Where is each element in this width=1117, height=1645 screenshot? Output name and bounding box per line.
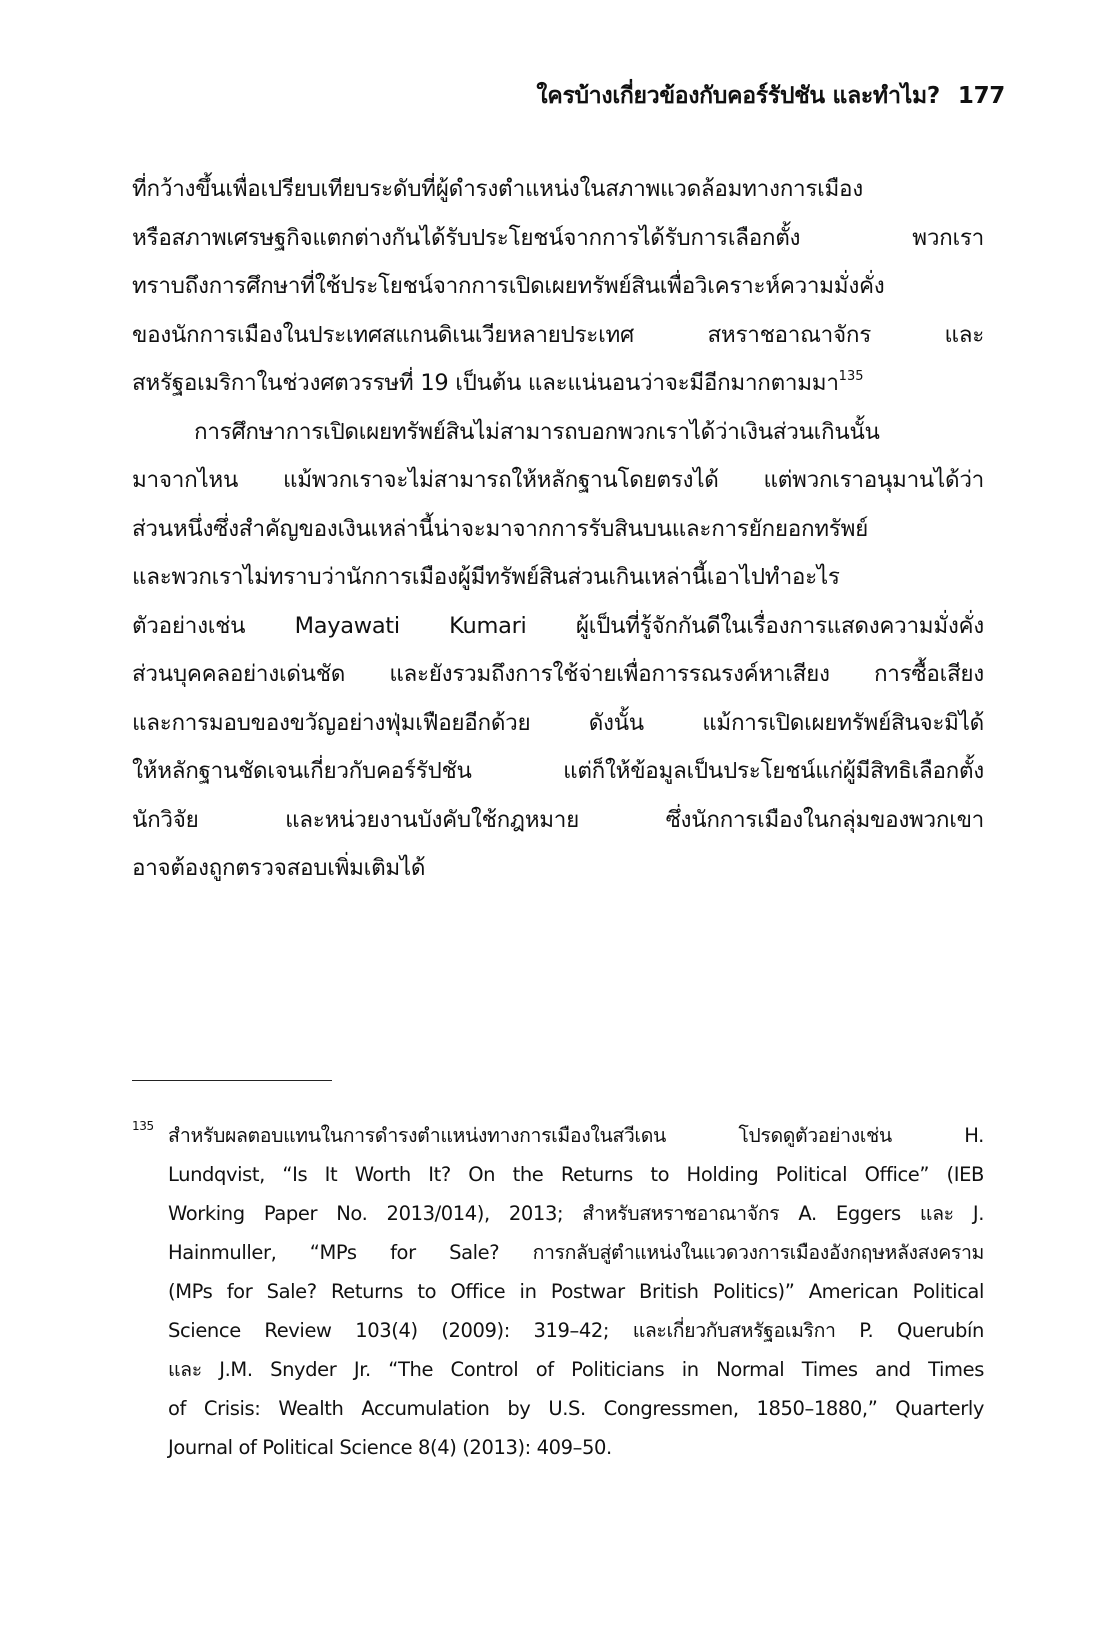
text-line: หรือสภาพเศรษฐกิจแตกต่างกันได้รับประโยชน์จากการได้รับการเลือกตั้ง พวกเรา	[132, 224, 984, 251]
running-header	[536, 78, 1005, 114]
footnote-reference[interactable]: 135	[838, 369, 864, 384]
text-line-with-ref	[132, 359, 984, 408]
footnote-135	[132, 1116, 984, 1467]
page-number: 177	[957, 83, 1005, 109]
text-line: และพวกเราไม่ทราบว่านักการเมืองผู้มีทรัพย์สินส่วนเกินเหล่านี้เอาไปทำอะไร	[132, 564, 840, 590]
paragraph-2	[132, 408, 984, 893]
footnote-line: Lundqvist, “Is It Worth It? On the Returns to Holding Political Office” (IEB	[168, 1163, 984, 1186]
footnote-line: Hainmuller, “MPs for Sale? การกลับสู่ตำแหน่งในแวดวงการเมืองอังกฤษหลังสงคราม	[168, 1241, 984, 1264]
footnote-line: และ J.M. Snyder Jr. “The Control of Politicians in Normal Times and Times	[168, 1358, 984, 1381]
text-line: ที่กว้างขึ้นเพื่อเปรียบเทียบระดับที่ผู้ดำรงตำแหน่งในสภาพแวดล้อมทางการเมือง	[132, 176, 863, 202]
footnote-line: of Crisis: Wealth Accumulation by U.S. Congressmen, 1850–1880,” Quarterly	[168, 1397, 984, 1420]
text-line: ของนักการเมืองในประเทศสแกนดิเนเวียหลายประเทศ สหราชอาณาจักร และ	[132, 321, 984, 348]
text-line: ส่วนบุคคลอย่างเด่นชัด และยังรวมถึงการใช้จ่ายเพื่อการรณรงค์หาเสียง การซื้อเสียง	[132, 661, 984, 687]
text-line: การศึกษาการเปิดเผยทรัพย์สินไม่สามารถบอกพวกเราได้ว่าเงินส่วนเกินนั้น	[194, 418, 880, 445]
text-line: ทราบถึงการศึกษาที่ใช้ประโยชน์จากการเปิดเผยทรัพย์สินเพื่อวิเคราะห์ความมั่งคั่ง	[132, 273, 885, 299]
text-line: อาจต้องถูกตรวจสอบเพิ่มเติมได้	[132, 855, 426, 881]
footnote-line: Science Review 103(4) (2009): 319–42; และเกี่ยวกับสหรัฐอเมริกา P. Querubín	[168, 1319, 984, 1342]
text-line: นักวิจัย และหน่วยงานบังคับใช้กฎหมาย ซึ่งนักการเมืองในกลุ่มของพวกเขา	[132, 806, 984, 833]
text-line: ตัวอย่างเช่น Mayawati Kumari ผู้เป็นที่รู้จักกันดีในเรื่องการแสดงความมั่งคั่ง	[132, 612, 984, 639]
text-line: ให้หลักฐานชัดเจนเกี่ยวกับคอร์รัปชัน แต่ก็ให้ข้อมูลเป็นประโยชน์แก่ผู้มีสิทธิเลือกตั้ง	[132, 758, 984, 784]
text-line: สหรัฐอเมริกาในช่วงศตวรรษที่ 19 เป็นต้น และแน่นอนว่าจะมีอีกมากตามมา	[132, 370, 839, 396]
running-title: ใครบ้างเกี่ยวข้องกับคอร์รัปชัน และทำไม?	[536, 83, 940, 109]
text-line: และการมอบของขวัญอย่างฟุ่มเฟือยอีกด้วย ดังนั้น แม้การเปิดเผยทรัพย์สินจะมิได้	[132, 709, 984, 736]
footnote-marker: 135	[132, 1119, 154, 1133]
paragraph-1	[132, 165, 984, 408]
footnote-line: Working Paper No. 2013/014), 2013; สำหรับสหราชอาณาจักร A. Eggers และ J.	[168, 1202, 984, 1225]
text-line: มาจากไหน แม้พวกเราจะไม่สามารถให้หลักฐานโดยตรงได้ แต่พวกเราอนุมานได้ว่า	[132, 467, 984, 493]
text-line: ส่วนหนึ่งซึ่งสำคัญของเงินเหล่านี้น่าจะมาจากการรับสินบนและการยักยอกทรัพย์	[132, 515, 869, 542]
footnote-line: Journal of Political Science 8(4) (2013): 409–50.	[168, 1436, 612, 1459]
footnote-divider	[132, 1080, 332, 1081]
footnote-line: (MPs for Sale? Returns to Office in Postwar British Politics)” American Political	[168, 1280, 984, 1303]
body-text	[132, 165, 984, 893]
footnote-line: สำหรับผลตอบแทนในการดำรงตำแหน่งทางการเมืองในสวีเดน โปรดดูตัวอย่างเช่น H.	[168, 1124, 984, 1147]
